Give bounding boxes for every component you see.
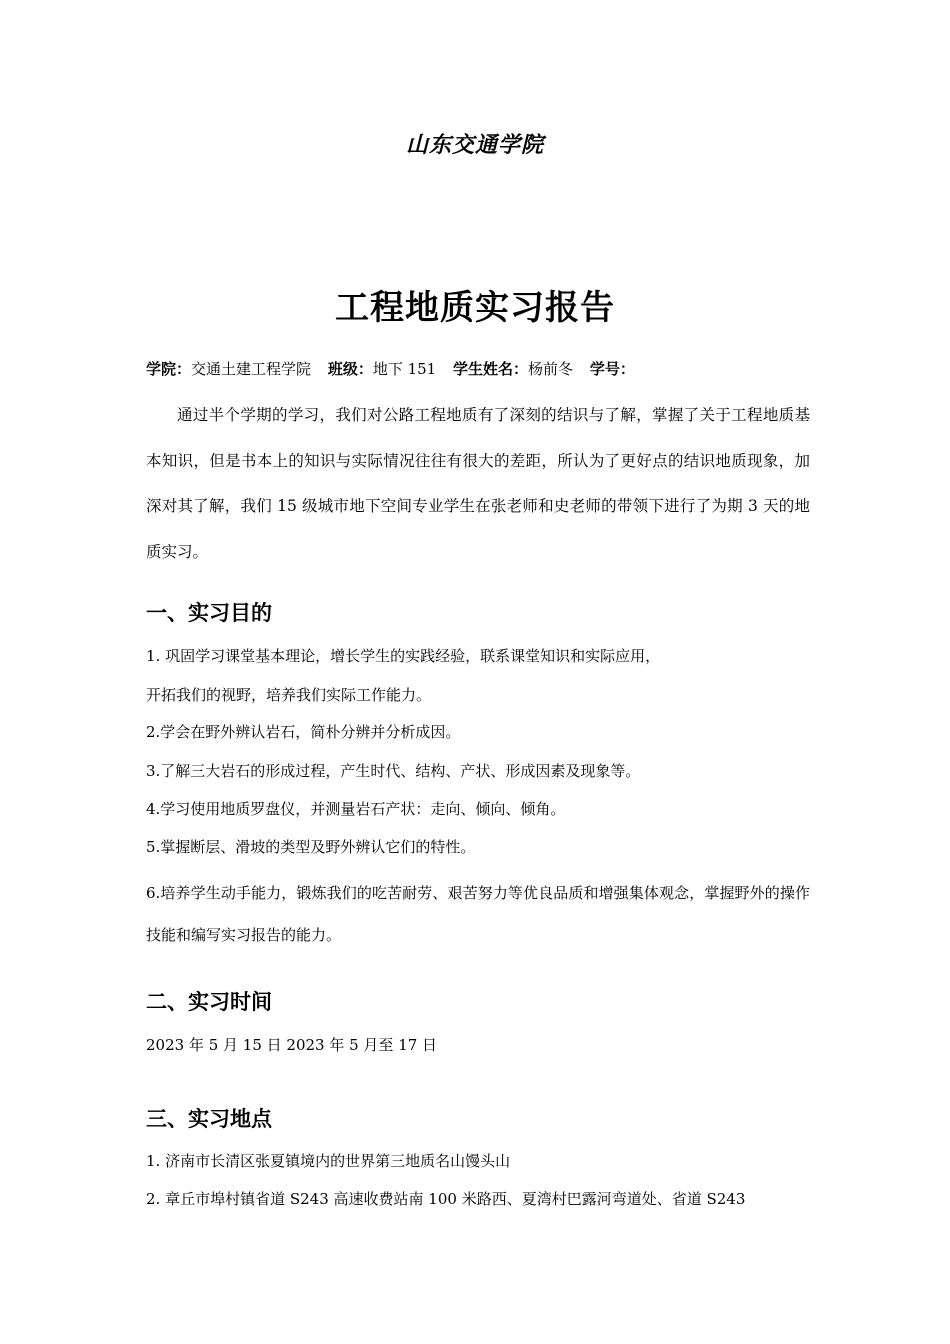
section-heading-time: 二、实习时间	[146, 990, 272, 1014]
name-value: 杨前冬	[528, 360, 574, 378]
purpose-item-1: 1. 巩固学习课堂基本理论，增长学生的实践经验，联系课堂知识和实际应用，	[146, 647, 661, 665]
location-item-1: 1. 济南市长清区张夏镇境内的世界第三地质名山馒头山	[146, 1152, 511, 1170]
purpose-item-2: 2.学会在野外辨认岩石，简朴分辨并分析成因。	[146, 723, 461, 741]
name-label: 学生姓名：	[453, 360, 529, 378]
purpose-item-5: 5.掌握断层、滑坡的类型及野外辨认它们的特性。	[146, 838, 476, 856]
section-heading-location: 三、实习地点	[146, 1107, 272, 1131]
section-heading-purpose: 一、实习目的	[146, 601, 272, 625]
purpose-item-1-cont: 开拓我们的视野，培养我们实际工作能力。	[146, 686, 432, 704]
college-value: 交通土建工程学院	[191, 360, 312, 378]
location-item-2: 2. 章丘市埠村镇省道 S243 高速收费站南 100 米路西、夏湾村巴露河弯道处、省道 S243	[146, 1190, 746, 1208]
purpose-item-4: 4.学习使用地质罗盘仪，并测量岩石产状：走向、倾向、倾角。	[146, 800, 566, 818]
intro-paragraph: 通过半个学期的学习，我们对公路工程地质有了深刻的结识与了解，掌握了关于工程地质基本知识，但是书本上的知识与实际情况往往有很大的差距，所认为了更好点的结识地质现象，加深对其了解，我们 15 级城市地下空间专业学生在张老师和史老师的带领下进行了为期 3 天的地质实习。	[146, 406, 810, 561]
class-value: 地下 151	[372, 360, 437, 378]
class-label: 班级：	[327, 360, 373, 378]
university-logo: 山东交通学院	[405, 132, 544, 158]
student-info-line	[146, 358, 635, 379]
student-id-label: 学号：	[589, 360, 635, 378]
report-title: 工程地质实习报告	[335, 288, 615, 328]
purpose-item-6: 6.培养学生动手能力，锻炼我们的吃苦耐劳、艰苦努力等优良品质和增强集体观念，掌握野外的操作技能和编写实习报告的能力。	[146, 884, 810, 944]
purpose-item-3: 3.了解三大岩石的形成过程，产生时代、结构、产状、形成因素及现象等。	[146, 762, 641, 780]
college-label: 学院：	[146, 360, 192, 378]
internship-dates: 2023 年 5 月 15 日 2023 年 5 月至 17 日	[146, 1036, 438, 1054]
